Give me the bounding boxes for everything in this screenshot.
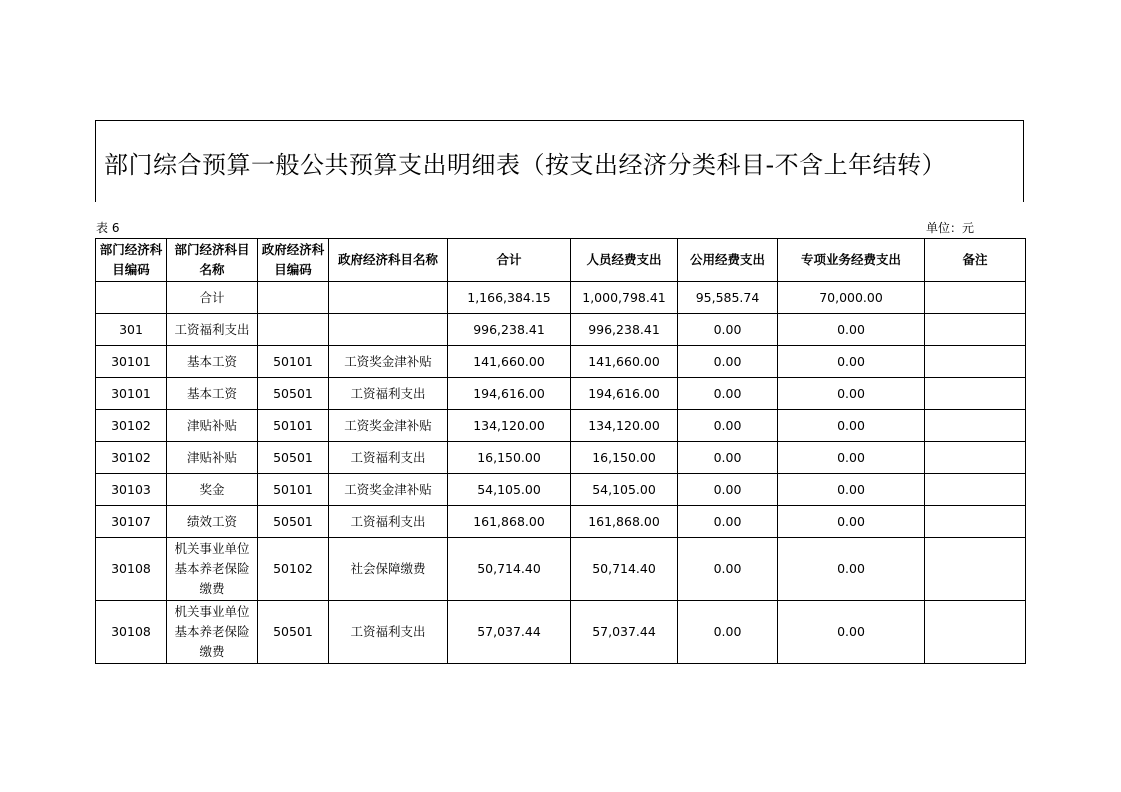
header-row: [96, 239, 1026, 282]
header-gov-name: 政府经济科目名称: [329, 239, 448, 282]
cell-dept-code: 30101: [96, 346, 167, 378]
cell-remark: [925, 378, 1026, 410]
header-public: 公用经费支出: [678, 239, 778, 282]
cell-remark: [925, 346, 1026, 378]
cell-remark: [925, 506, 1026, 538]
cell-public: 0.00: [678, 506, 778, 538]
cell-personnel: 141,660.00: [571, 346, 678, 378]
cell-total: 1,166,384.15: [448, 282, 571, 314]
cell-dept-code: 30107: [96, 506, 167, 538]
cell-gov-code: 50101: [258, 474, 329, 506]
cell-dept-name: 合计: [167, 282, 258, 314]
header-remark: 备注: [925, 239, 1026, 282]
cell-dept-name: 基本工资: [167, 378, 258, 410]
table-row: [96, 474, 1026, 506]
cell-gov-name: 社会保障缴费: [329, 538, 448, 601]
cell-special: 0.00: [778, 474, 925, 506]
cell-dept-code: 30108: [96, 601, 167, 664]
cell-dept-name: 津贴补贴: [167, 442, 258, 474]
table-row: [96, 506, 1026, 538]
cell-special: 70,000.00: [778, 282, 925, 314]
cell-dept-code: 30102: [96, 442, 167, 474]
cell-remark: [925, 314, 1026, 346]
cell-gov-name: 工资福利支出: [329, 506, 448, 538]
cell-dept-code: 301: [96, 314, 167, 346]
cell-gov-name: [329, 282, 448, 314]
cell-personnel: 50,714.40: [571, 538, 678, 601]
cell-special: 0.00: [778, 442, 925, 474]
cell-remark: [925, 538, 1026, 601]
table-row: [96, 282, 1026, 314]
cell-personnel: 161,868.00: [571, 506, 678, 538]
cell-dept-code: [96, 282, 167, 314]
cell-personnel: 134,120.00: [571, 410, 678, 442]
table-row: [96, 314, 1026, 346]
cell-special: 0.00: [778, 538, 925, 601]
cell-dept-code: 30102: [96, 410, 167, 442]
cell-gov-code: 50101: [258, 346, 329, 378]
cell-gov-code: [258, 314, 329, 346]
cell-special: 0.00: [778, 601, 925, 664]
cell-special: 0.00: [778, 378, 925, 410]
cell-personnel: 194,616.00: [571, 378, 678, 410]
cell-dept-code: 30108: [96, 538, 167, 601]
cell-total: 141,660.00: [448, 346, 571, 378]
cell-total: 194,616.00: [448, 378, 571, 410]
cell-public: 0.00: [678, 346, 778, 378]
cell-gov-name: 工资福利支出: [329, 442, 448, 474]
cell-gov-code: 50501: [258, 442, 329, 474]
cell-personnel: 1,000,798.41: [571, 282, 678, 314]
header-personnel: 人员经费支出: [571, 239, 678, 282]
cell-remark: [925, 601, 1026, 664]
cell-total: 50,714.40: [448, 538, 571, 601]
cell-remark: [925, 282, 1026, 314]
table-number: 表 6: [96, 221, 120, 235]
header-dept-code: 部门经济科目编码: [96, 239, 167, 282]
cell-dept-name: 津贴补贴: [167, 410, 258, 442]
cell-gov-code: 50102: [258, 538, 329, 601]
cell-public: 0.00: [678, 410, 778, 442]
cell-special: 0.00: [778, 410, 925, 442]
cell-gov-name: [329, 314, 448, 346]
cell-dept-name: 机关事业单位基本养老保险缴费: [167, 538, 258, 601]
cell-gov-name: 工资奖金津补贴: [329, 474, 448, 506]
cell-remark: [925, 410, 1026, 442]
cell-gov-code: 50101: [258, 410, 329, 442]
cell-dept-name: 绩效工资: [167, 506, 258, 538]
cell-gov-name: 工资奖金津补贴: [329, 346, 448, 378]
table-row: [96, 538, 1026, 601]
header-gov-code: 政府经济科目编码: [258, 239, 329, 282]
cell-gov-name: 工资福利支出: [329, 601, 448, 664]
cell-special: 0.00: [778, 346, 925, 378]
cell-total: 161,868.00: [448, 506, 571, 538]
cell-dept-name: 基本工资: [167, 346, 258, 378]
cell-public: 0.00: [678, 378, 778, 410]
cell-special: 0.00: [778, 506, 925, 538]
header-special: 专项业务经费支出: [778, 239, 925, 282]
cell-personnel: 16,150.00: [571, 442, 678, 474]
cell-dept-code: 30101: [96, 378, 167, 410]
cell-personnel: 54,105.00: [571, 474, 678, 506]
title-box: [95, 120, 1024, 202]
cell-remark: [925, 474, 1026, 506]
cell-remark: [925, 442, 1026, 474]
cell-gov-code: [258, 282, 329, 314]
cell-personnel: 57,037.44: [571, 601, 678, 664]
cell-total: 54,105.00: [448, 474, 571, 506]
cell-public: 0.00: [678, 601, 778, 664]
table-row: [96, 601, 1026, 664]
cell-total: 57,037.44: [448, 601, 571, 664]
table-body: [96, 282, 1026, 664]
cell-public: 95,585.74: [678, 282, 778, 314]
table-row: [96, 346, 1026, 378]
cell-public: 0.00: [678, 314, 778, 346]
unit-label: 单位：元: [926, 221, 975, 235]
cell-public: 0.00: [678, 538, 778, 601]
cell-gov-name: 工资福利支出: [329, 378, 448, 410]
cell-public: 0.00: [678, 442, 778, 474]
cell-special: 0.00: [778, 314, 925, 346]
cell-gov-code: 50501: [258, 506, 329, 538]
expenditure-detail-table: [95, 238, 1026, 664]
table-row: [96, 410, 1026, 442]
cell-gov-code: 50501: [258, 378, 329, 410]
cell-personnel: 996,238.41: [571, 314, 678, 346]
header-dept-name: 部门经济科目名称: [167, 239, 258, 282]
table-row: [96, 442, 1026, 474]
cell-dept-name: 奖金: [167, 474, 258, 506]
cell-total: 16,150.00: [448, 442, 571, 474]
cell-gov-code: 50501: [258, 601, 329, 664]
table-row: [96, 378, 1026, 410]
cell-dept-code: 30103: [96, 474, 167, 506]
header-total: 合计: [448, 239, 571, 282]
page-title: 部门综合预算一般公共预算支出明细表（按支出经济分类科目-不含上年结转）: [104, 151, 947, 179]
cell-total: 134,120.00: [448, 410, 571, 442]
cell-total: 996,238.41: [448, 314, 571, 346]
cell-dept-name: 工资福利支出: [167, 314, 258, 346]
cell-dept-name: 机关事业单位基本养老保险缴费: [167, 601, 258, 664]
cell-public: 0.00: [678, 474, 778, 506]
cell-gov-name: 工资奖金津补贴: [329, 410, 448, 442]
